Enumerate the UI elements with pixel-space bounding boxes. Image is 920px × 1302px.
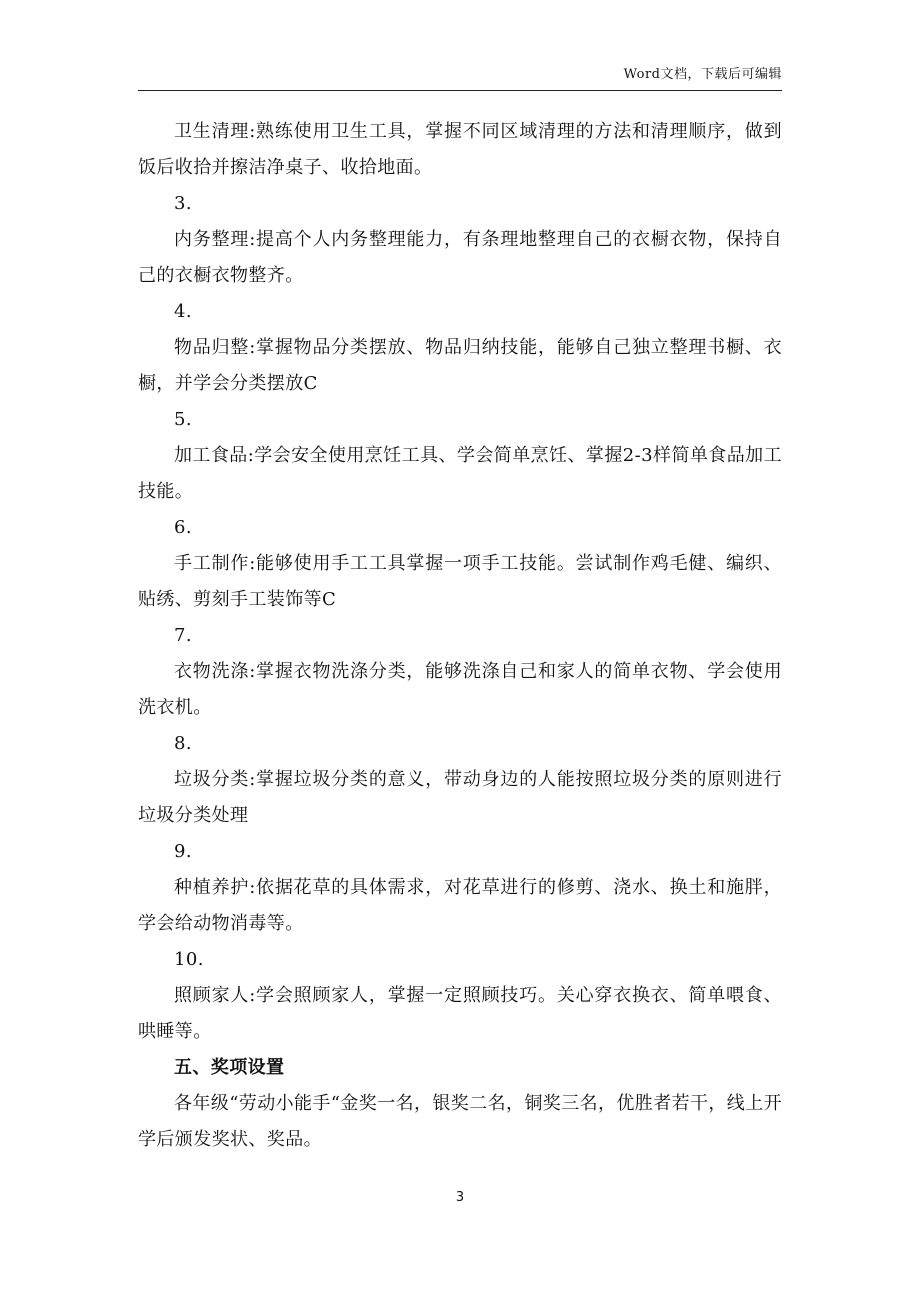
- paragraph-handcraft: 手工制作:能够使用手工工具掌握一项手工技能。尝试制作鸡毛健、编织、贴绣、剪刻手工装饰等C: [138, 553, 782, 610]
- document-body: [138, 114, 782, 1158]
- list-number-8: 8.: [174, 733, 192, 754]
- paragraph-laundry: 衣物洗涤:掌握衣物洗涤分类，能够洗涤自己和家人的简单衣物、学会使用洗衣机。: [138, 661, 782, 718]
- paragraph-item-organizing: 物品归整:掌握物品分类摆放、物品归纳技能，能够自己独立整理书橱、衣橱，并学会分类摆放C: [138, 337, 782, 394]
- list-number-4: 4.: [174, 301, 192, 322]
- header-text: Word文档，下载后可编辑: [623, 67, 782, 82]
- paragraph-hygiene-cleaning: 卫生清理:熟练使用卫生工具，掌握不同区域清理的方法和清理顺序，做到饭后收拾并擦洁净桌子、收拾地面。: [138, 121, 782, 178]
- list-number-6: 6.: [174, 517, 192, 538]
- page-number: 3: [455, 1190, 465, 1205]
- page-header: [138, 66, 782, 91]
- paragraph-awards: 各年级“劳动小能手“金奖一名，银奖二名，铜奖三名，优胜者若干，线上开学后颁发奖状、奖品。: [138, 1093, 783, 1150]
- paragraph-planting: 种植养护:依据花草的具体需求，对花草进行的修剪、浇水、换土和施胖，学会给动物消毒等。: [138, 877, 782, 934]
- list-number-10: 10.: [174, 949, 204, 970]
- paragraph-family-care: 照顾家人:学会照顾家人，掌握一定照顾技巧。关心穿衣换衣、简单喂食、哄睡等。: [138, 985, 782, 1042]
- list-number-5: 5.: [174, 409, 192, 430]
- list-number-3: 3.: [174, 193, 192, 214]
- list-number-7: 7.: [174, 625, 192, 646]
- paragraph-housekeeping: 内务整理:提高个人内务整理能力，有条理地整理自己的衣橱衣物，保持自己的衣橱衣物整齐。: [138, 229, 782, 286]
- list-number-9: 9.: [174, 841, 192, 862]
- paragraph-food-processing: 加工食品:学会安全使用烹饪工具、学会简单烹饪、掌握2-3样简单食品加工技能。: [138, 445, 782, 502]
- paragraph-waste-sorting: 垃圾分类:掌握垃圾分类的意义，带动身边的人能按照垃圾分类的原则进行垃圾分类处理: [138, 769, 782, 826]
- section-heading-awards: 五、奖项设置: [174, 1057, 285, 1078]
